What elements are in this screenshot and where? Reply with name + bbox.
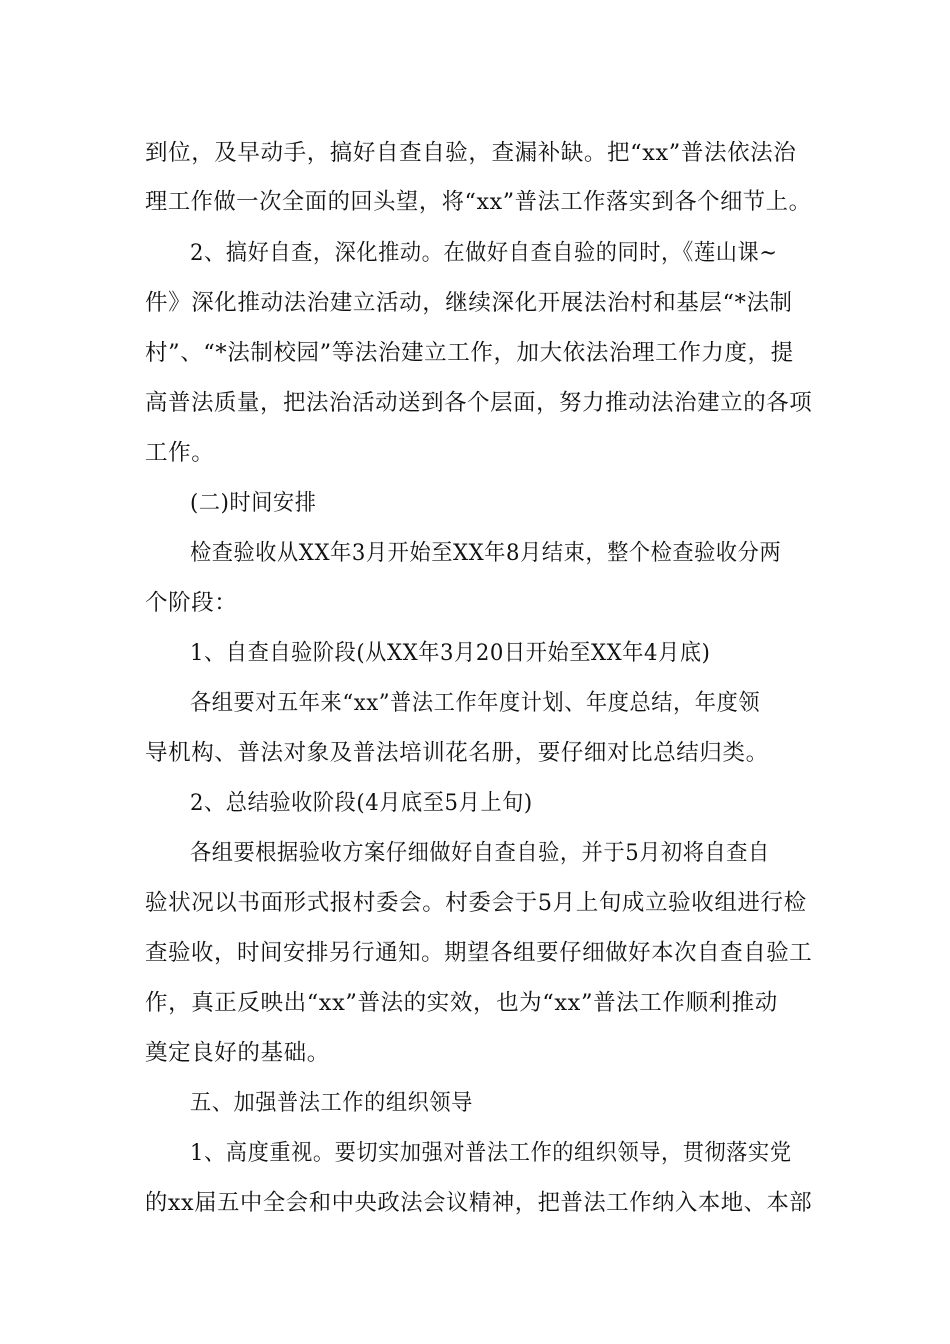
section-heading: (二)时间安排 [190,490,317,516]
paragraph-line: 村”、“*法制校园”等法治建立工作，加大依法治理工作力度，提 [145,340,794,366]
paragraph-line: 的xx届五中全会和中央政法会议精神，把普法工作纳入本地、本部 [145,1190,813,1216]
paragraph-line: 个阶段： [145,590,238,616]
paragraph-line: 2、搞好自查，深化推动。在做好自查自验的同时，《莲山课~ [190,240,778,266]
paragraph-line: 奠定良好的基础。 [145,1040,330,1066]
paragraph-line: 导机构、普法对象及普法培训花名册，要仔细对比总结归类。 [145,740,769,766]
paragraph-line: 检查验收从XX年3月开始至XX年8月结束，整个检查验收分两 [190,540,782,566]
paragraph-line: 到位，及早动手，搞好自查自验，查漏补缺。把“xx”普法依法治 [145,140,797,166]
paragraph-line: 高普法质量，把法治活动送到各个层面，努力推动法治建立的各项 [145,390,813,416]
paragraph-line: 查验收，时间安排另行通知。期望各组要仔细做好本次自查自验工 [145,940,813,966]
paragraph-line: 1、自查自验阶段(从XX年3月20日开始至XX年4月底) [190,640,711,666]
paragraph-line: 理工作做一次全面的回头望，将“xx”普法工作落实到各个细节上。 [145,189,812,215]
paragraph-line: 作，真正反映出“xx”普法的实效，也为“xx”普法工作顺利推动 [145,990,778,1016]
paragraph-line: 各组要根据验收方案仔细做好自查自验，并于5月初将自查自 [190,840,770,866]
paragraph-line: 工作。 [145,440,215,466]
paragraph-line: 各组要对五年来“xx”普法工作年度计划、年度总结，年度领 [190,690,761,716]
paragraph-line: 1、高度重视。要切实加强对普法工作的组织领导，贯彻落实党 [190,1140,792,1166]
section-heading: 五、加强普法工作的组织领导 [190,1090,473,1116]
paragraph-line: 件》深化推动法治建立活动，继续深化开展法治村和基层“*法制 [145,290,793,316]
paragraph-line: 验状况以书面形式报村委会。村委会于5月上旬成立验收组进行检 [145,890,807,916]
paragraph-line: 2、总结验收阶段(4月底至5月上旬) [190,790,533,816]
